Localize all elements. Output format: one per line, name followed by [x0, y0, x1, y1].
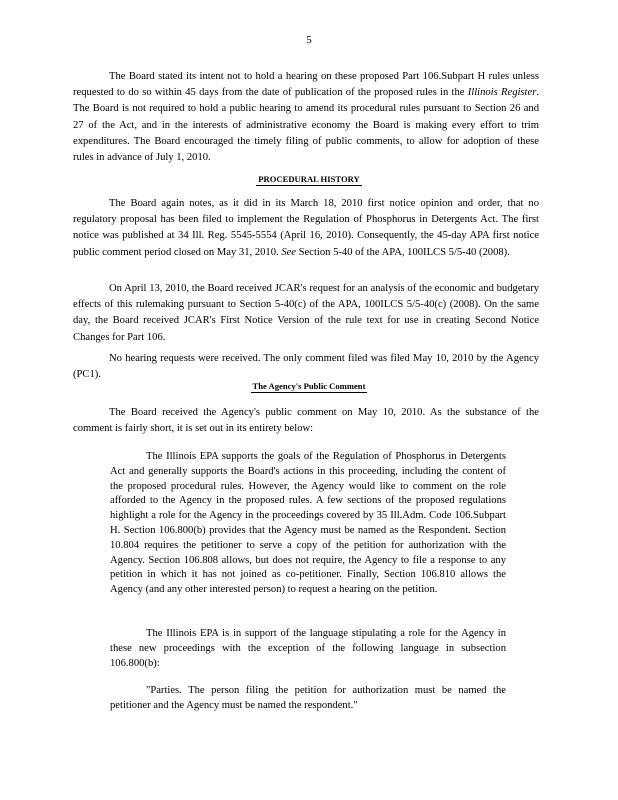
paragraph-first-notice: The Board again notes, as it did in its March 18, 2010 first notice opinion and order, that no regulatory proposal has been filed to implement the Regulation of Phosphorus in Detergents Act. The first notice was published at 34 Ill. Reg. 5545-5554 (April 16, 2010). Consequently, the 45-day APA first notice public comment period closed on May 31, 2010. See Section 5-40 of the APA, 100ILCS 5/5-40 (2008). [73, 198, 539, 258]
paragraph-hearing-requests: No hearing requests were received. The only comment filed was filed May 10, 2010 by the Agency (PC1). [73, 353, 539, 381]
blockquote-agency-support: The Illinois EPA is in support of the language stipulating a role for the Agency in these new proceedings with the exception of the following language in subsection 106.800(b): [110, 628, 506, 669]
page-number: 5 [306, 34, 312, 46]
paragraph-comment-intro: The Board received the Agency's public comment on May 10, 2010. As the substance of the comment is fairly short, it is set out in its entirety below: [73, 407, 539, 435]
blockquote-agency-comment: The Illinois EPA supports the goals of the Regulation of Phosphorus in Detergents Act and generally supports the Board's actions in this proceeding, including the content of the proposed procedural rules. However, the Agency would like to comment on the role afforded to the Agency in the proposed rules. A few sections of the proposed regulations highlight a role for the Agency in the proceedings covered by 35 Ill.Adm. Code 106.Subpart H. Section 106.800(b) provides that the Agency must be named as the Respondent. Section 10.804 requires the petitioner to serve a copy of the petition for authorization with the Agency. Section 106.808 allows, but does not require, the Agency to file a response to any petition in which it has not joined as co-petitioner. Finally, Section 106.810 allows the Agency (and any other interested person) to request a hearing on the petition. [110, 451, 506, 596]
section-heading-agency-comment: The Agency's Public Comment [252, 381, 366, 391]
blockquote-parties-language: "Parties. The person filing the petition for authorization must be named the petitioner and the Agency must be named the respondent." [110, 685, 506, 711]
paragraph-jcar-request: On April 13, 2010, the Board received JCAR's request for an analysis of the economic and budgetary effects of this rulemaking pursuant to Section 5-40(c) of the APA, 100ILCS 5/5-40(c) (2008). On the same day, the Board received JCAR's First Notice Version of the rule text for use in creating Second Notice Changes for Part 106. [73, 283, 539, 343]
paragraph-hearing-intent: The Board stated its intent not to hold a hearing on these proposed Part 106.Subpart H rules unless requested to do so within 45 days from the date of publication of the proposed rules in the Illinois Register. The Board is not required to hold a public hearing to amend its procedural rules pursuant to Section 26 and 27 of the Act, and in the interests of administrative economy the Board is making every effort to trim expenditures. The Board encouraged the timely filing of public comments, to allow for adoption of these rules in advance of July 1, 2010. [73, 71, 539, 164]
section-heading-procedural-history: PROCEDURAL HISTORY [258, 174, 360, 184]
